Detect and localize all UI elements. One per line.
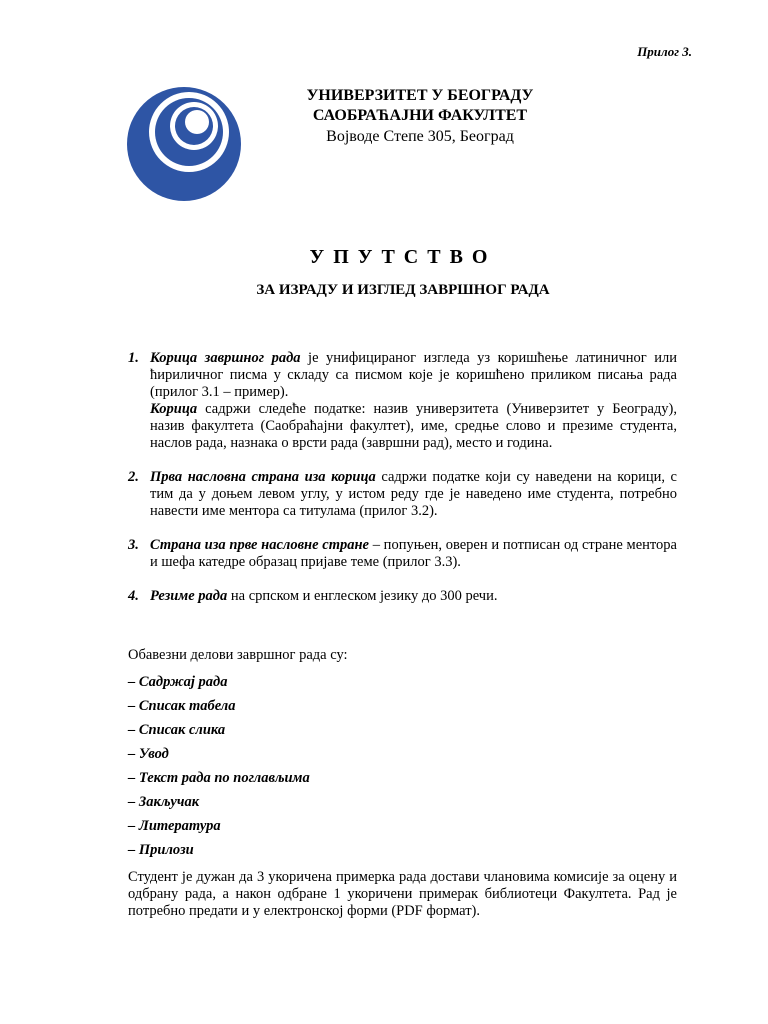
item-description-secondary: садржи следеће податке: назив универзитета (Универзитет у Београду), назив факултета (Саобраћајни факултет), име, средње слово и презиме студента, наслов рада, назнака о врсти рада (завршни рад), место и година. — [150, 401, 677, 451]
mandatory-part-item: – Списак табела — [128, 698, 236, 714]
document-body — [128, 350, 677, 920]
document-title: УПУТСТВО — [309, 246, 497, 268]
instruction-item — [128, 537, 677, 571]
item-term: Корица завршног рада — [150, 350, 301, 366]
institution-header — [300, 86, 540, 148]
instruction-item — [128, 350, 677, 452]
mandatory-part-item: – Текст рада по поглављима — [128, 770, 310, 786]
item-number: 3. — [128, 537, 139, 553]
item-number: 1. — [128, 350, 139, 366]
attachment-label: Прилог 3. — [637, 44, 692, 59]
instruction-item — [128, 469, 677, 520]
faculty-address: Војводе Степе 305, Београд — [326, 128, 514, 145]
item-term: Резиме рада — [150, 588, 228, 604]
logo-core-gap — [185, 110, 209, 134]
mandatory-part-item: – Прилози — [128, 842, 194, 858]
instruction-item — [128, 588, 677, 605]
mandatory-part-item: – Закључак — [128, 794, 200, 810]
document-subtitle: ЗА ИЗРАДУ И ИЗГЛЕД ЗАВРШНОГ РАДА — [256, 282, 550, 298]
item-term: Страна иза прве насловне стране — [150, 537, 369, 553]
item-description: – попуњен, оверен и потписан од стране ментора и шефа катедре образац пријаве теме (прилог 3.3). — [150, 537, 677, 570]
mandatory-part-item: – Садржај рада — [128, 674, 228, 690]
item-term-secondary: Корица — [150, 401, 198, 417]
item-text — [150, 588, 677, 605]
item-text — [150, 350, 677, 401]
item-number: 4. — [128, 588, 139, 604]
mandatory-part-item: – Списак слика — [128, 722, 226, 738]
faculty-logo — [126, 86, 242, 202]
item-text-continued — [150, 401, 677, 452]
mandatory-part-item: – Литература — [128, 818, 221, 834]
item-term: Прва насловна страна иза корица — [150, 469, 376, 485]
closing-paragraph: Студент је дужан да 3 укоричена примерка рада достави члановима комисије за оцену и одбрану рада, а након одбране 1 укоричени примерак библиотеци Факултета. Рад је потребно предати и у електронској форми (PDF формат). — [128, 869, 677, 919]
mandatory-parts-list — [128, 674, 677, 866]
mandatory-part-item: – Увод — [128, 746, 169, 762]
item-description: на српском и енглеском језику до 300 речи. — [227, 588, 498, 604]
item-description: садржи податке који су наведени на корици, с тим да у доњем левом углу, у истом реду где је наведено име студента, потребно навести име ментора са титулама (прилог 3.2). — [150, 469, 677, 519]
faculty-name: САОБРАЋАЈНИ ФАКУЛТЕТ — [312, 107, 528, 124]
item-text — [150, 537, 677, 571]
item-text — [150, 469, 677, 520]
mandatory-parts-intro: Обавезни делови завршног рада су: — [128, 647, 348, 663]
instructions-list — [128, 350, 677, 605]
item-number: 2. — [128, 469, 139, 485]
item-description: је унифицираног изгледа уз коришћење латиничног или ћириличног писма у складу са писмом које је коришћено приликом писања рада (прилог 3.1 – пример). — [150, 350, 677, 400]
university-name: УНИВЕРЗИТЕТ У БЕОГРАДУ — [306, 87, 534, 104]
